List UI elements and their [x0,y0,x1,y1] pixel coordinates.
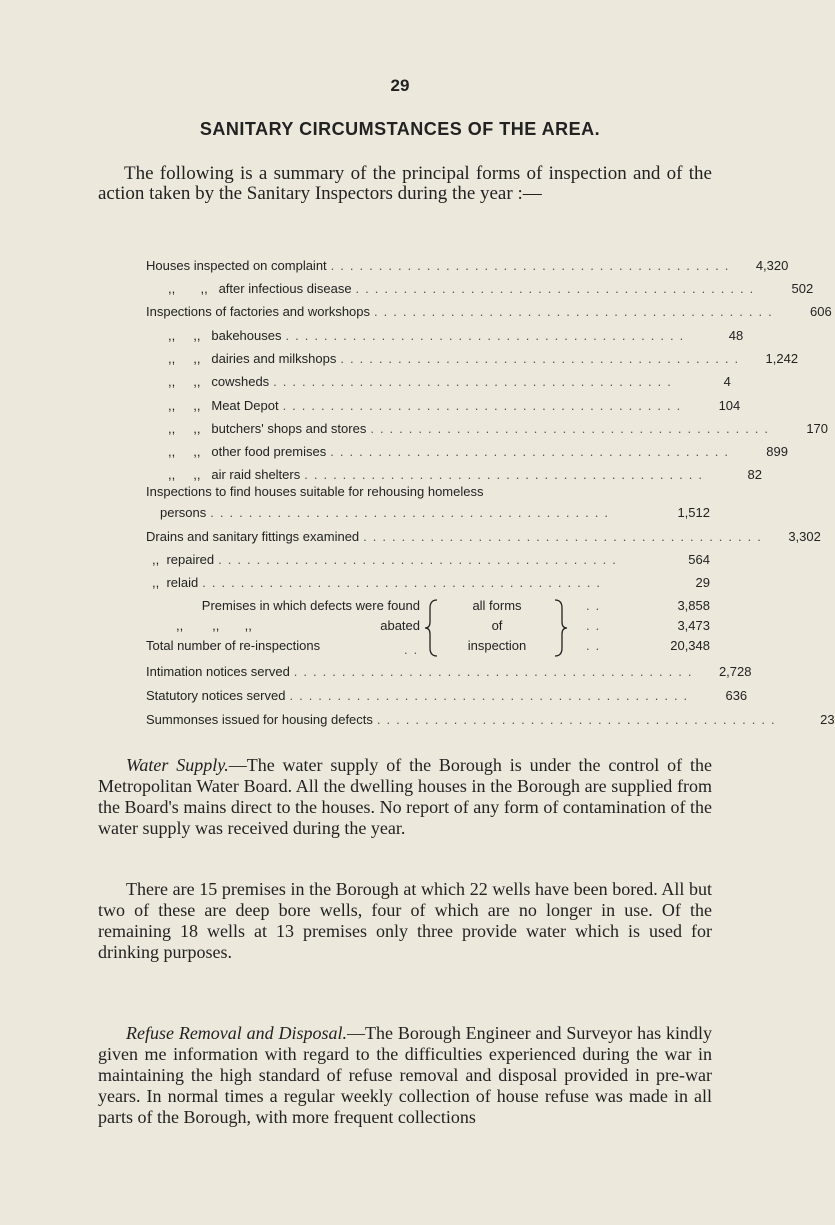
leader-dots: .. [586,598,606,613]
brace-row-label: abated [380,618,420,633]
leader-dots: .......................................... [210,505,614,520]
leader-dots: .......................................... [202,575,606,590]
table-row [146,664,752,684]
leader-dots: .......................................... [282,398,687,413]
row-value: 636 [725,688,748,703]
brace-group [146,598,710,662]
row-value: 23 [820,712,835,727]
right-brace [552,598,568,658]
table-row [146,328,744,348]
leader-dots: .......................................... [330,258,735,273]
table-row [146,575,710,595]
leader-dots: .......................................... [304,467,708,482]
leader-dots: .......................................... [370,421,775,436]
leader-dots: .......................................... [330,444,734,459]
brace-middle-line: all forms [472,598,522,613]
ditto-mark: ,, ,, ,, [176,618,252,633]
row-label: Inspections of factories and workshops [146,304,371,319]
leader-dots: .......................................... [363,529,767,544]
row-label: cowsheds [211,374,270,389]
row-label: Drains and sanitary fittings examined [146,529,360,544]
table-row [146,374,731,394]
brace-middle-line: of [491,618,503,633]
row-value: 3,858 [677,598,710,613]
table-row [146,444,788,464]
table-row [146,688,748,708]
refuse-text: —The Borough Engineer and Surveyor has kindly given me information with regard to the difficulties experienced during the war in maintaining the high standard of refuse removal and disposal provided in pre-war years. In normal times a regular weekly collection of house refuse was made in all parts of the Borough, with more frequent collections [98,1023,712,1127]
row-label: other food premises [211,444,327,459]
row-label: dairies and milkshops [211,351,337,366]
ditto-mark: ,, ,, [168,421,201,436]
table-row [146,281,814,301]
leader-dots: .......................................... [376,712,781,727]
row-label: ,, relaid [152,575,199,590]
row-value: 29 [695,575,710,590]
wells-paragraph: There are 15 premises in the Borough at which 22 wells have been bored. All but two of these are deep bore wells, four of which are no longer in use. Of the remaining 18 wells at 13 premises only three provide water which is used for drinking purposes. [98,879,712,962]
table-row [146,712,835,732]
ditto-mark: ,, ,, [168,328,201,343]
refuse-paragraph [98,1023,712,1128]
brace-middle-line: inspection [467,638,527,653]
left-brace [424,598,440,658]
leader-dots: .......................................... [293,664,698,679]
leader-dots: .. [586,618,606,633]
ditto-mark: ,, ,, [168,398,201,413]
leader-dots: .......................................... [273,374,677,389]
row-value: 4,320 [755,258,789,273]
table-row [146,398,741,418]
ditto-mark: ,, ,, [168,374,201,389]
row-label: Summonses issued for housing defects [146,712,373,727]
row-label: Statutory notices served [146,688,286,703]
row-value: 899 [766,444,788,459]
leader-dots: .. [586,638,606,653]
row-value: 4 [723,374,731,389]
row-label: after infectious disease [218,281,352,296]
row-value: 48 [728,328,744,343]
row-value: 82 [747,467,762,482]
refuse-heading: Refuse Removal and Disposal. [126,1023,347,1043]
row-label: persons [160,505,207,520]
row-value: 104 [718,398,741,413]
intro-paragraph: The following is a summary of the principal forms of inspection and of the action taken by the Sanitary Inspectors during the year :— [98,163,712,204]
table-row [146,552,710,572]
leader-dots: .. [404,642,424,657]
row-value: 564 [688,552,710,567]
leader-dots: .......................................... [218,552,622,567]
table-row [146,421,829,441]
table-row [146,505,710,525]
water-supply-heading: Water Supply. [126,755,229,775]
row-label: Intimation notices served [146,664,290,679]
row-value: 170 [806,421,829,436]
row-value: 1,512 [677,505,710,520]
row-label: Houses inspected on complaint [146,258,327,273]
ditto-mark: ,, ,, [168,351,201,366]
row-label-line1: Inspections to find houses suitable for rehousing homeless [146,484,484,499]
water-supply-text: —The water supply of the Borough is under the control of the Metropolitan Water Board. All the dwelling houses in the Borough are supplied from the Board's mains direct to the houses. No report of any form of contamination of the water supply was received during the year. [98,755,712,838]
row-value: 3,302 [788,529,821,544]
ditto-mark: ,, ,, [168,444,201,459]
table-row [146,351,799,371]
page-number: 29 [390,76,410,95]
table-row [146,304,832,324]
row-value: 3,473 [677,618,710,633]
leader-dots: .......................................... [355,281,760,296]
row-label: bakehouses [211,328,282,343]
row-label: air raid shelters [211,467,301,482]
row-label: butchers' shops and stores [211,421,367,436]
leader-dots: .......................................... [374,304,778,319]
row-label: Meat Depot [211,398,279,413]
ditto-mark: ,, ,, [168,467,201,482]
leader-dots: .......................................... [285,328,690,343]
row-value: 1,242 [765,351,799,366]
row-value: 606 [810,304,832,319]
table-row [146,529,821,549]
row-value: 20,348 [670,638,710,653]
water-supply-paragraph [98,755,712,839]
ditto-mark: ,, ,, [168,281,208,296]
brace-row-label: Premises in which defects were found [201,598,420,613]
row-value: 2,728 [718,664,752,679]
leader-dots: .......................................... [340,351,745,366]
leader-dots: .......................................... [289,688,694,703]
page-title: SANITARY CIRCUMSTANCES OF THE AREA. [199,119,601,139]
table-row-homeless [146,483,710,500]
table-row [146,258,789,278]
row-value: 502 [791,281,814,296]
row-label: ,, repaired [152,552,215,567]
brace-row-label: Total number of re-inspections [146,638,321,653]
